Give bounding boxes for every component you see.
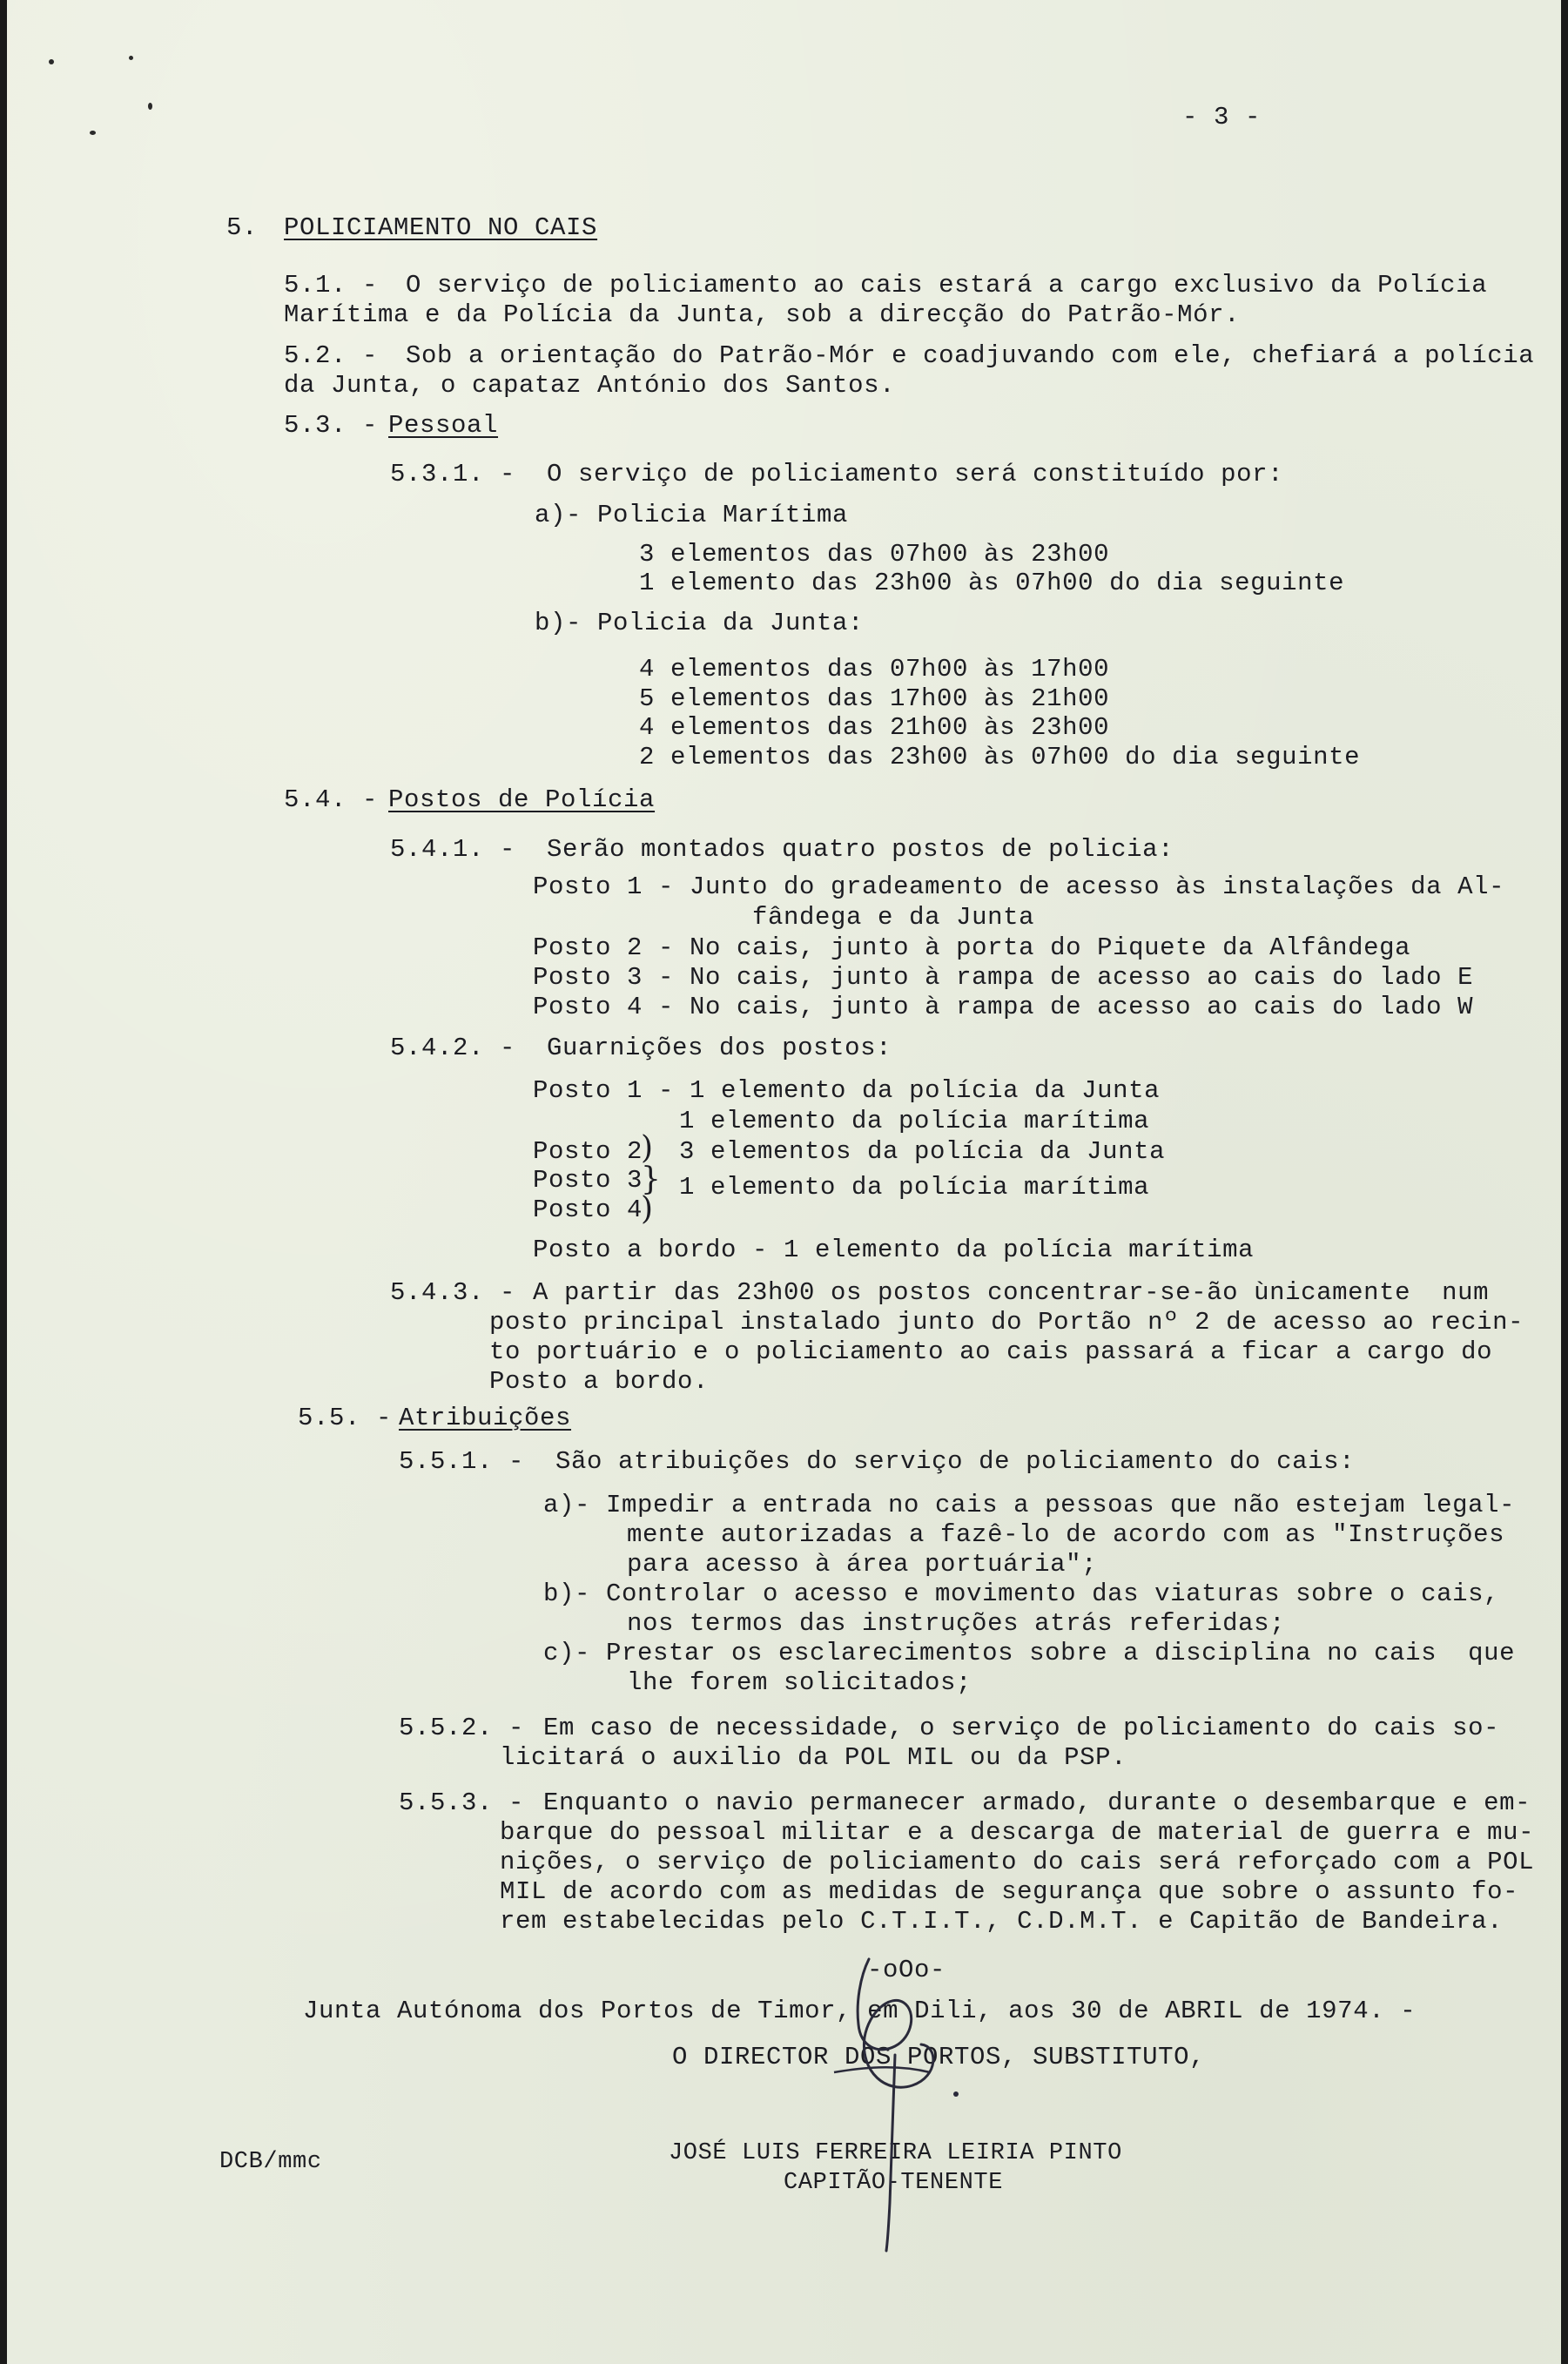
clause-5-5-2-number: 5.5.2. - [399,1714,525,1742]
signatory-name: JOSÉ LUIS FERREIRA LEIRIA PINTO [669,2140,1122,2166]
shift-item: 3 elementos das 07h00 às 23h00 [639,540,1110,569]
bracket-mark: } [641,1162,661,1197]
posto-line: Posto 4 - No cais, junto à rampa de acesso ao cais do lado W [533,993,1474,1021]
clause-5-5-2-line: licitará o auxilio da POL MIL ou da PSP. [500,1743,1127,1772]
clause-5-4-3-line: A partir das 23h00 os postos concentrar-se-ão ùnicamente num [533,1278,1490,1307]
clause-5-4-3-line: Posto a bordo. [489,1367,710,1396]
shift-item: 2 elementos das 23h00 às 07h00 do dia seguinte [639,743,1361,771]
shift-item: 5 elementos das 17h00 às 21h00 [639,684,1110,713]
posto-line: Posto 2 - No cais, junto à porta do Piquete da Alfândega [533,933,1411,962]
clause-5-4-3-line: posto principal instalado junto do Portão nº 2 de acesso ao recin- [489,1308,1524,1337]
guarnicao-posto: Posto 4 [533,1195,643,1224]
clause-5-5-3-line: rem estabelecidas pelo C.T.I.T., C.D.M.T. e Capitão de Bandeira. [500,1907,1504,1936]
clause-5-2-line: da Junta, o capataz António dos Santos. [284,371,896,400]
atribuicao-line: Prestar os esclarecimentos sobre a disciplina no cais que [606,1639,1516,1667]
atribuicao-label: c)- [543,1639,591,1667]
posto-line: fândega e da Junta [533,903,1035,932]
guarnicao-posto-1b: 1 elemento da polícia marítima [679,1107,1150,1135]
page-number: - 3 - [1182,103,1262,131]
shift-item: 4 elementos das 21h00 às 23h00 [639,713,1110,742]
clause-5-3-1: 5.3.1. - O serviço de policiamento será constituído por: [390,460,1284,488]
document-page [7,0,1561,2364]
clause-5-4-number: 5.4. - [284,785,379,814]
section-number: 5. [226,213,259,242]
bracket-mark: ) [641,1130,654,1166]
clause-5-2-line: Sob a orientação do Patrão-Mór e coadjuvando com ele, chefiará a polícia [406,341,1535,370]
atribuicao-line: Impedir a entrada no cais a pessoas que não estejam legal- [606,1491,1516,1519]
guarnicao-bordo: Posto a bordo - 1 elemento da polícia marítima [533,1236,1255,1264]
atribuicao-line: nos termos das instruções atrás referidas; [627,1609,1286,1638]
clause-5-4-2: 5.4.2. - Guarnições dos postos: [390,1034,892,1062]
guarnicao-detail: 3 elementos da polícia da Junta [679,1137,1166,1166]
signatory-rank: CAPITÃO-TENENTE [784,2170,1004,2196]
clause-5-5-3-number: 5.5.3. - [399,1788,525,1817]
atribuicao-line: mente autorizadas a fazê-lo de acordo com as "Instruções [627,1520,1505,1549]
punch-mark [129,56,133,60]
policia-maritima-label: a)- Policia Marítima [535,501,849,529]
clause-5-4-1: 5.4.1. - Serão montados quatro postos de policia: [390,835,1174,864]
clause-5-1-line: Marítima e da Polícia da Junta, sob a direcção do Patrão-Mór. [284,300,1241,329]
clause-5-5-3-line: Enquanto o navio permanecer armado, durante o desembarque e em- [543,1788,1531,1817]
clause-5-5-2-line: Em caso de necessidade, o serviço de policiamento do cais so- [543,1714,1500,1742]
signatory-title: O DIRECTOR DOS PORTOS, SUBSTITUTO, [672,2043,1206,2071]
clause-5-4-3-line: to portuário e o policiamento ao cais passará a ficar a cargo do [489,1337,1493,1366]
clause-5-5-3-line: barque do pessoal militar e a descarga de material de guerra e mu- [500,1818,1535,1847]
guarnicao-posto: Posto 2 [533,1137,643,1166]
posto-line: Posto 3 - No cais, junto à rampa de acesso ao cais do lado E [533,963,1474,992]
bracket-mark: ) [641,1191,654,1227]
guarnicao-posto: Posto 3 [533,1166,643,1195]
clause-5-5-heading: Atribuições [399,1404,572,1432]
shift-item: 1 elemento das 23h00 às 07h00 do dia seguinte [639,569,1345,597]
clause-5-3-number: 5.3. - [284,411,379,440]
shift-item: 4 elementos das 07h00 às 17h00 [639,655,1110,684]
clause-5-4-heading: Postos de Polícia [388,785,656,814]
clause-5-5-3-line: nições, o serviço de policiamento do cais será reforçado com a POL [500,1848,1535,1876]
guarnicao-detail: 1 elemento da polícia marítima [679,1173,1150,1202]
clause-5-1-number: 5.1. - [284,271,379,300]
clause-5-4-3-number: 5.4.3. - [390,1278,516,1307]
clause-5-5-3-line: MIL de acordo com as medidas de segurança que sobre o assunto fo- [500,1877,1519,1906]
clause-5-1-line: O serviço de policiamento ao cais estará a cargo exclusivo da Polícia [406,271,1488,300]
handwritten-signature [808,1942,1008,2255]
clause-5-3-heading: Pessoal [388,411,499,440]
reference-initials: DCB/mmc [219,2149,322,2175]
posto-line: Posto 1 - Junto do gradeamento de acesso às instalações da Al- [533,872,1505,901]
clause-5-5-number: 5.5. - [298,1404,393,1432]
atribuicao-line: para acesso à área portuária"; [627,1550,1098,1579]
atribuicao-label: a)- [543,1491,591,1519]
atribuicao-line: Controlar o acesso e movimento das viaturas sobre o cais, [606,1579,1500,1608]
clause-5-2-number: 5.2. - [284,341,379,370]
section-title: POLICIAMENTO NO CAIS [284,213,598,242]
policia-junta-label: b)- Policia da Junta: [535,609,865,637]
guarnicao-posto-1: Posto 1 - 1 elemento da polícia da Junta [533,1076,1161,1105]
clause-5-5-1: 5.5.1. - São atribuições do serviço de policiamento do cais: [399,1447,1356,1476]
punch-mark [49,59,54,64]
place-and-date: Junta Autónoma dos Portos de Timor, em Dili, aos 30 de ABRIL de 1974. - [303,1997,1417,2025]
punch-mark [90,131,96,135]
punch-mark [148,103,152,110]
end-separator: -oOo- [867,1956,946,1984]
atribuicao-label: b)- [543,1579,591,1608]
atribuicao-line: lhe forem solicitados; [627,1668,972,1697]
